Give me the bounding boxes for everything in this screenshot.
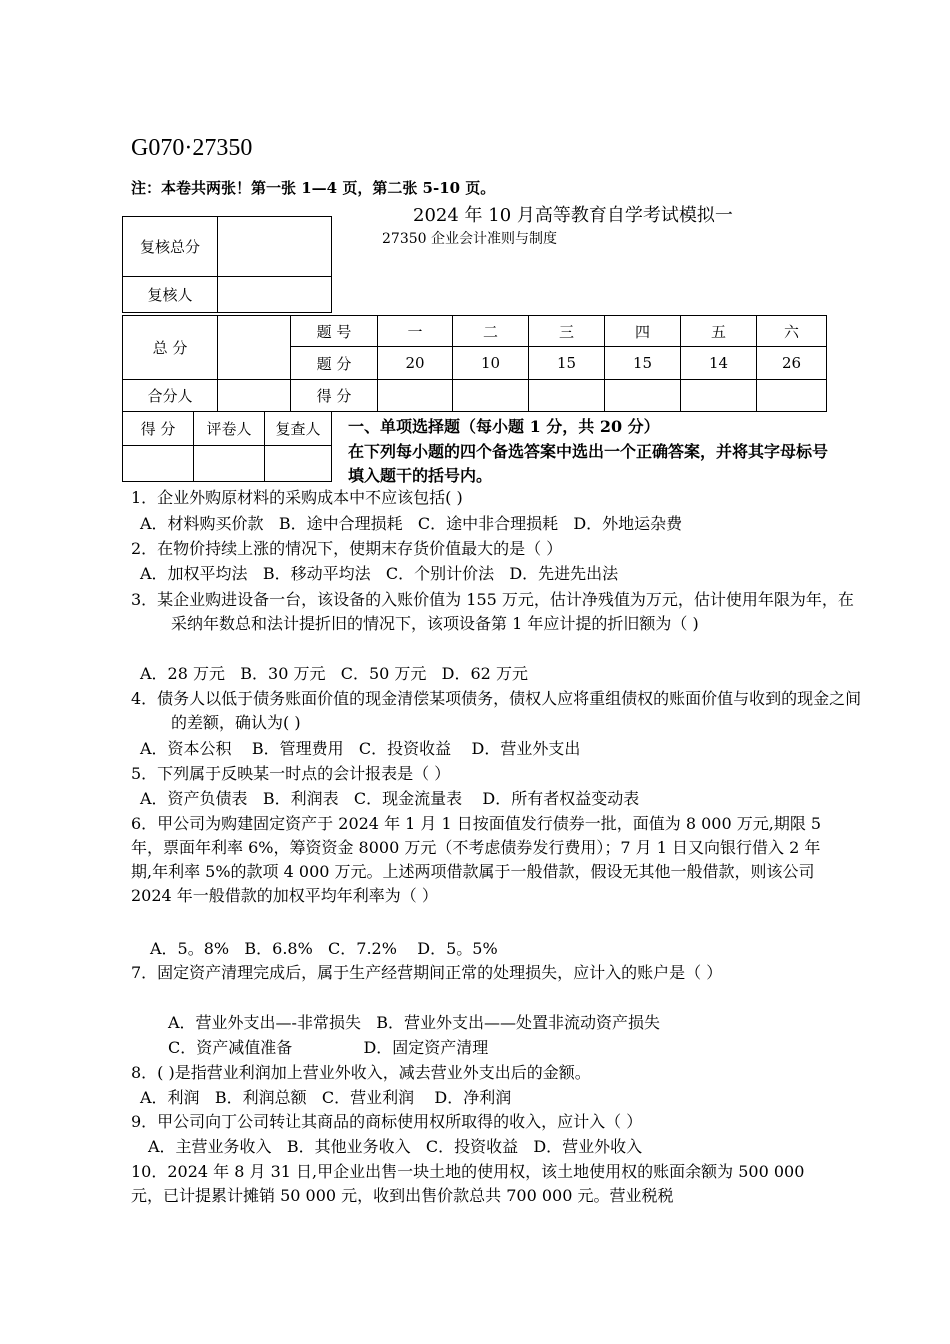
grader-score-label: 得 分	[123, 412, 194, 446]
question-6-options: A．5。8% B．6.8% C．7.2% D．5。5%	[150, 939, 498, 958]
section-title: 一、单项选择题（每小题 1 分，共 20 分）	[348, 417, 660, 436]
review-box	[122, 216, 332, 313]
section-points: 20	[378, 347, 453, 380]
section-number: 三	[529, 316, 605, 347]
score-cell	[757, 380, 827, 412]
grader-label: 评卷人	[194, 412, 265, 446]
question-4: 4．债务人以低于债务账面价值的现金清偿某项债务，债权人应将重组债权的账面价值与收到的现金之间的差额，确认为( )	[131, 689, 862, 732]
question-3-options: A．28 万元 B．30 万元 C．50 万元 D．62 万元	[140, 664, 528, 683]
review-total-label: 复核总分	[123, 217, 218, 277]
review-total-cell	[218, 217, 332, 277]
question-8: 8．( )是指营业利润加上营业外收入，减去营业外支出后的金额。	[131, 1063, 591, 1082]
question-9-options: A．主营业务收入 B．其他业务收入 C．投资收益 D．营业外收入	[148, 1137, 643, 1156]
section-points: 10	[453, 347, 529, 380]
question-6: 6．甲公司为购建固定资产于 2024 年 1 月 1 日按面值发行债券一批，面值为 8 000 万元,期限 5 年，票面年利率 6%，筹资资金 8000 万元（不考虑债券发行费用）；7 月 1 日又向银行借入 2 年期,年利率 5%的款项 4 000 万元。上述两项借款属于一般借款，假设无其他一般借款，则该公司 2024 年一般借款的加权平均年利率为（ ）	[131, 814, 822, 905]
question-4-options: A．资本公积 B．管理费用 C．投资收益 D．营业外支出	[140, 739, 581, 758]
row-label-points: 题 分	[291, 347, 378, 380]
score-cell	[529, 380, 605, 412]
score-cell	[681, 380, 757, 412]
question-5-options: A．资产负债表 B．利润表 C．现金流量表 D．所有者权益变动表	[140, 789, 640, 808]
exam-title: 2024 年 10 月高等教育自学考试模拟一	[413, 205, 733, 226]
question-8-options: A．利润 B．利润总额 C．营业利润 D．净利润	[140, 1088, 512, 1107]
exam-note: 注：本卷共两张！第一张 1—4 页，第二张 5-10 页。	[131, 179, 496, 197]
total-score-cell	[218, 316, 291, 380]
question-7-options-row2: C．资产减值准备 D．固定资产清理	[168, 1038, 489, 1057]
grader-box	[122, 411, 332, 482]
question-9: 9．甲公司向丁公司转让其商品的商标使用权所取得的收入，应计入（ ）	[131, 1112, 643, 1131]
score-cell	[378, 380, 453, 412]
question-5: 5．下列属于反映某一时点的会计报表是（ ）	[131, 764, 451, 783]
section-number: 四	[605, 316, 681, 347]
reviewer-cell	[218, 277, 332, 313]
question-2: 2．在物价持续上涨的情况下，使期末存货价值最大的是（ ）	[131, 539, 563, 558]
section-points: 15	[529, 347, 605, 380]
section-number: 六	[757, 316, 827, 347]
score-cell	[453, 380, 529, 412]
question-7: 7．固定资产清理完成后，属于生产经营期间正常的处理损失，应计入的账户是（ ）	[131, 963, 723, 982]
total-score-label: 总 分	[123, 316, 218, 380]
combiner-label: 合分人	[123, 380, 218, 412]
question-1: 1．企业外购原材料的采购成本中不应该包括( )	[131, 488, 463, 507]
question-3: 3．某企业购进设备一台，该设备的入账价值为 155 万元，估计净残值为万元，估计使用年限为年，在采纳年数总和法计提折旧的情况下，该项设备第 1 年应计提的折旧额为（ )	[131, 590, 854, 633]
question-10: 10．2024 年 8 月 31 日,甲企业出售一块土地的使用权，该土地使用权的账面余额为 500 000 元，已计提累计摊销 50 000 元，收到出售价款总共 700 000 元。营业税税	[131, 1162, 805, 1205]
section-number: 一	[378, 316, 453, 347]
section-points: 26	[757, 347, 827, 380]
score-table	[122, 315, 827, 412]
grader-score-cell	[123, 446, 194, 482]
grader-cell	[194, 446, 265, 482]
question-1-options: A．材料购买价款 B．途中合理损耗 C．途中非合理损耗 D．外地运杂费	[140, 514, 683, 533]
course-subtitle: 27350 企业会计准则与制度	[382, 231, 557, 247]
row-label-number: 题 号	[291, 316, 378, 347]
score-cell	[605, 380, 681, 412]
section-points: 15	[605, 347, 681, 380]
paper-code: G070·27350	[131, 135, 253, 161]
section-number: 五	[681, 316, 757, 347]
question-2-options: A．加权平均法 B．移动平均法 C．个别计价法 D．先进先出法	[140, 564, 619, 583]
rechecker-cell	[265, 446, 332, 482]
reviewer-label: 复核人	[123, 277, 218, 313]
section-points: 14	[681, 347, 757, 380]
combiner-cell	[218, 380, 291, 412]
rechecker-label: 复查人	[265, 412, 332, 446]
section-number: 二	[453, 316, 529, 347]
section-instructions: 在下列每小题的四个备选答案中选出一个正确答案，并将其字母标号填入题干的括号内。	[348, 442, 829, 485]
row-label-score: 得 分	[291, 380, 378, 412]
question-7-options-row1: A．营业外支出—-非常损失 B．营业外支出——处置非流动资产损失	[168, 1013, 660, 1032]
